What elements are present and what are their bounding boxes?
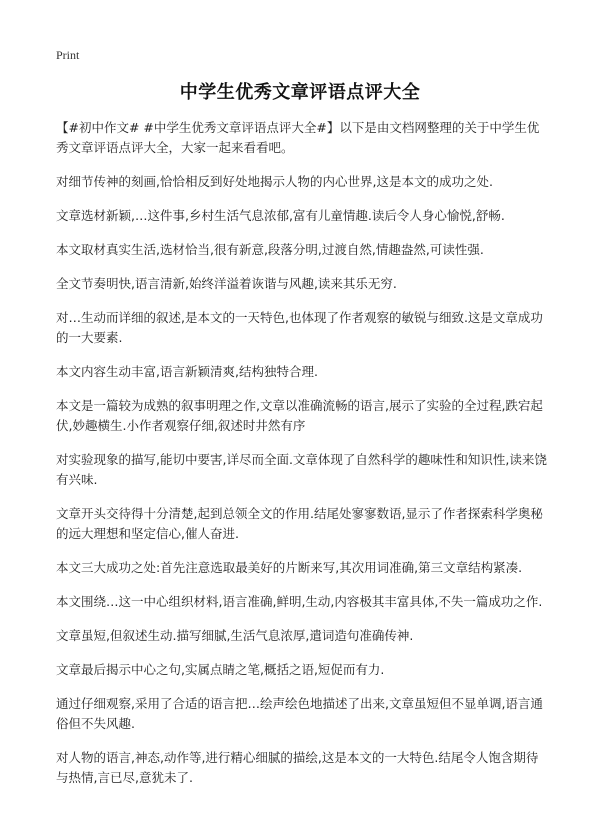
page-title: 中学生优秀文章评语点评大全 [179,82,421,103]
comment-paragraph: 本文取材真实生活,选材恰当,很有新意,段落分明,过渡自然,情趣盎然,可读性强. [56,242,484,257]
comment-paragraph: 通过仔细观察,采用了合适的语言把…绘声绘色地描述了出来,文章虽短但不显单调,语言通俗但不失风趣. [56,696,543,731]
article-intro: 【#初中作文# #中学生优秀文章评语点评大全#】以下是由文档网整理的关于中学生优秀文章评语点评大全，大家一起来看看吧。 [56,120,540,155]
comment-paragraph: 文章虽短,但叙述生动.描写细腻,生活气息浓厚,遣词造句准确传神. [56,628,414,643]
comment-paragraph: 全文节奏明快,语言清新,始终洋溢着诙谐与风趣,读来其乐无穷. [56,276,397,291]
comment-paragraph: 对实验现象的描写,能切中要害,详尽而全面.文章体现了自然科学的趣味性和知识性,读来饶有兴味. [56,452,547,487]
comment-paragraph: 文章开头交待得十分清楚,起到总领全文的作用.结尾处寥寥数语,显示了作者探索科学奥秘的远大理想和坚定信心,催人奋进. [56,506,543,541]
comment-paragraph: 本文三大成功之处:首先注意选取最美好的片断来写,其次用词准确,第三文章结构紧凑. [56,560,523,575]
comment-paragraph: 文章选材新颖,…这件事,乡村生活气息浓郁,富有儿童情趣.读后令人身心愉悦,舒畅. [56,208,505,223]
comment-paragraph: 对人物的语言,神态,动作等,进行精心细腻的描绘,这是本文的一大特色.结尾令人饱含期待与热情,言已尽,意犹未了. [56,750,539,785]
comment-paragraph: 文章最后揭示中心之句,实属点睛之笔,概括之语,短促而有力. [56,662,385,677]
comment-paragraph: 对…生动而详细的叙述,是本文的一天特色,也体现了作者观察的敏锐与细致.这是文章成功的一大要素. [56,310,543,345]
print-link[interactable]: Print [56,48,80,62]
comment-paragraph: 对细节传神的刻画,恰恰相反到好处地揭示人物的内心世界,这是本文的成功之处. [56,174,493,189]
comment-paragraph: 本文是一篇较为成熟的叙事明理之作,文章以准确流畅的语言,展示了实验的全过程,跌宕起伏,妙趣横生.小作者观察仔细,叙述时井然有序 [56,398,543,433]
comment-paragraph: 本文围绕…这一中心组织材料,语言准确,鲜明,生动,内容极其丰富具体,不失一篇成功之作. [56,594,543,609]
comment-list [56,172,550,788]
article-body [56,118,550,802]
comment-paragraph: 本文内容生动丰富,语言新颖清爽,结构独特合理. [56,364,318,379]
